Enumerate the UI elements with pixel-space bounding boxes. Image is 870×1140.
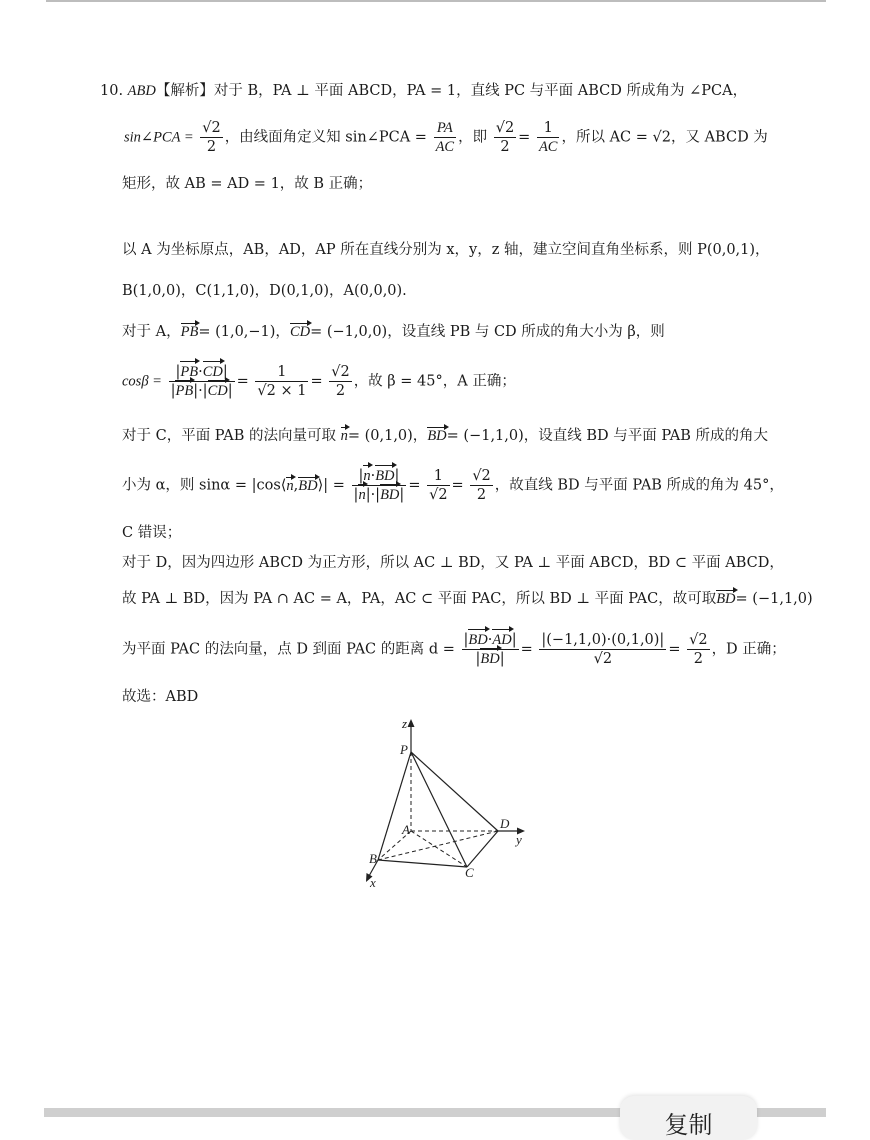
fraction-denominator: AC: [435, 139, 455, 156]
vector: n: [363, 468, 371, 484]
solution-line-1: [100, 84, 747, 99]
label-y: y: [516, 832, 522, 847]
solution-line-5: B(1,0,0)，C(1,1,0)，D(0,1,0)，A(0,0,0).: [122, 283, 407, 299]
text-span: |: [227, 383, 233, 400]
text-span: = (1,0,−1)，: [198, 324, 290, 340]
fraction-numerator: 1: [427, 467, 449, 486]
label-A: A: [402, 822, 410, 837]
solution-line-3: 矩形，故 AB = AD = 1，故 B 正确；: [122, 176, 373, 192]
text-span: 为平面 PAC 的法向量，点 D 到面 PAC 的距离 d =: [122, 641, 455, 658]
label-D: D: [500, 816, 510, 831]
fraction: [200, 119, 222, 156]
text-span: |: [222, 364, 228, 380]
question-number: 10.: [100, 83, 124, 99]
text-span: =: [408, 477, 421, 494]
fraction-denominator: 2: [476, 487, 487, 504]
fraction-denominator: √2: [429, 487, 448, 504]
text-span: |: [358, 468, 364, 484]
top-divider: [46, 0, 826, 2]
fraction-denominator: √2: [593, 651, 613, 668]
fraction: [169, 363, 235, 400]
label-x: x: [370, 875, 376, 890]
text-span: |: [353, 487, 359, 504]
fraction: [434, 119, 457, 156]
fraction-denominator: 2: [693, 651, 703, 668]
solution-line-10: C 错误；: [122, 525, 182, 541]
label-z: z: [402, 716, 408, 731]
fraction-denominator: 2: [335, 383, 346, 400]
text-span: |: [394, 468, 400, 484]
vector: BD: [716, 591, 736, 607]
vector: BD: [298, 477, 318, 494]
text-span: = (−1,1,0)，设直线 BD 与平面 PAB 所成的角大: [446, 428, 769, 444]
text-span: |: [170, 383, 176, 400]
text-span: ·: [198, 364, 203, 380]
text-span: =: [451, 477, 464, 494]
text-span: =: [518, 129, 531, 146]
fraction-numerator: |(−1,1,0)·(0,1,0)|: [539, 631, 666, 650]
text-span: |·|: [365, 487, 381, 504]
text-span: ，D 正确；: [711, 641, 786, 658]
fraction-denominator: [352, 486, 407, 504]
fraction-denominator: [169, 382, 235, 400]
text-span: |: [475, 651, 481, 668]
text-span: ，所以 AC = √2，又 ABCD 为: [561, 129, 768, 146]
solution-line-8: [122, 429, 768, 444]
text-span: |: [499, 651, 505, 668]
math-span: cosβ =: [122, 373, 162, 390]
solution-line-14: 故选：ABD: [122, 689, 199, 705]
text-span: 对于 A，: [122, 324, 181, 340]
edge-BC: [378, 860, 467, 867]
fraction-denominator: [462, 650, 519, 668]
fraction-numerator: √2: [470, 467, 492, 486]
edge-PB: [378, 752, 411, 860]
math-span: sin∠PCA =: [124, 129, 194, 146]
fraction-numerator: 1: [537, 119, 560, 138]
text-span: ·: [370, 468, 376, 484]
text-span: =: [236, 373, 249, 390]
z-axis-arrow: [408, 719, 415, 727]
solution-line-2: [124, 119, 768, 156]
fraction: [537, 119, 560, 156]
fraction-denominator: 2: [500, 139, 510, 156]
text-span: 对于 B，PA ⊥ 平面 ABCD，PA = 1，直线 PC 与平面 ABCD 所成角为 ∠PCA，: [213, 83, 748, 99]
fraction: [539, 631, 666, 668]
vector: PB: [180, 364, 199, 380]
fraction: [329, 363, 351, 400]
vector: BD: [380, 487, 400, 504]
text-span: 故 PA ⊥ BD，因为 PA ∩ AC = A，PA，AC ⊂ 平面 PAC，所以 BD ⊥ 平面 PAC，故可取: [122, 591, 717, 607]
text-span: ，故直线 BD 与平面 PAB 所成的角为 45°，: [494, 477, 784, 494]
fraction-numerator: √2: [687, 631, 709, 650]
vector: CD: [202, 364, 223, 380]
fraction: [255, 363, 308, 400]
text-span: ，故 β = 45°，A 正确；: [353, 373, 516, 390]
fraction-denominator: √2 × 1: [257, 383, 307, 400]
text-span: ⟩| =: [317, 477, 345, 494]
text-span: =: [668, 641, 681, 658]
text-span: ·: [487, 632, 493, 648]
vector: PB: [175, 383, 194, 400]
fraction-denominator: 2: [206, 139, 217, 156]
solution-line-12: [122, 592, 813, 607]
label-P: P: [400, 742, 408, 757]
solution-line-13: [122, 631, 786, 668]
text-span: =: [310, 373, 323, 390]
solution-line-9: [122, 467, 784, 504]
text-span: |: [511, 632, 517, 648]
text-span: |: [399, 487, 405, 504]
copy-button[interactable]: 复制: [620, 1096, 757, 1140]
vector: n: [286, 477, 294, 494]
fraction-denominator: AC: [538, 139, 558, 156]
edge-BD: [378, 831, 498, 860]
solution-line-11: 对于 D，因为四边形 ABCD 为正方形，所以 AC ⊥ BD，又 PA ⊥ 平面 ABCD，BD ⊂ 平面 ABCD，: [122, 555, 784, 571]
solution-line-7: [122, 363, 516, 400]
solution-line-4: 以 A 为坐标原点，AB，AD，AP 所在直线分别为 x，y，z 轴，建立空间直角坐标系，则 P(0,0,1)，: [122, 242, 770, 258]
text-span: |: [175, 364, 181, 380]
vector: AD: [492, 632, 512, 648]
fraction: [687, 631, 709, 668]
text-span: = (0,1,0)，: [347, 428, 428, 444]
vector: n: [358, 487, 366, 504]
edge-CD: [467, 831, 498, 867]
text-span: 对于 C，平面 PAB 的法向量可取: [122, 428, 341, 444]
vector: n: [340, 428, 348, 444]
label-B: B: [369, 851, 377, 866]
fraction-numerator: PA: [434, 119, 457, 138]
text-span: 小为 α，则 sinα = |cos⟨: [122, 477, 287, 494]
fraction: [352, 467, 407, 504]
fraction-numerator: √2: [494, 119, 516, 138]
vector: BD: [480, 651, 500, 668]
text-span: = (−1,1,0): [735, 591, 813, 607]
text-span: = (−1,0,0)，设直线 PB 与 CD 所成的角大小为 β，则: [310, 324, 665, 340]
text-span: ,: [293, 477, 299, 494]
text-span: |·|: [193, 383, 208, 400]
vector: BD: [468, 632, 488, 648]
fraction: [462, 631, 519, 668]
solution-line-6: [122, 325, 665, 340]
pyramid-figure: [355, 714, 535, 894]
fraction: [427, 467, 449, 504]
analysis-tag: 【解析】: [155, 83, 214, 99]
fraction: [470, 467, 492, 504]
text-span: =: [520, 641, 533, 658]
edge-PD: [411, 752, 498, 831]
vector: CD: [289, 324, 311, 340]
label-C: C: [465, 865, 474, 880]
text-span: ，即: [458, 129, 488, 146]
fraction: [494, 119, 516, 156]
vector: PB: [180, 324, 199, 340]
vector: BD: [375, 468, 395, 484]
answer-choice: ABD: [127, 83, 156, 99]
fraction-numerator: √2: [200, 119, 222, 138]
text-span: |: [463, 632, 469, 648]
vector: BD: [427, 428, 447, 444]
fraction-numerator: √2: [329, 363, 351, 382]
vector: CD: [207, 383, 228, 400]
text-span: ，由线面角定义知 sin∠PCA =: [224, 129, 427, 146]
fraction-numerator: 1: [255, 363, 308, 382]
